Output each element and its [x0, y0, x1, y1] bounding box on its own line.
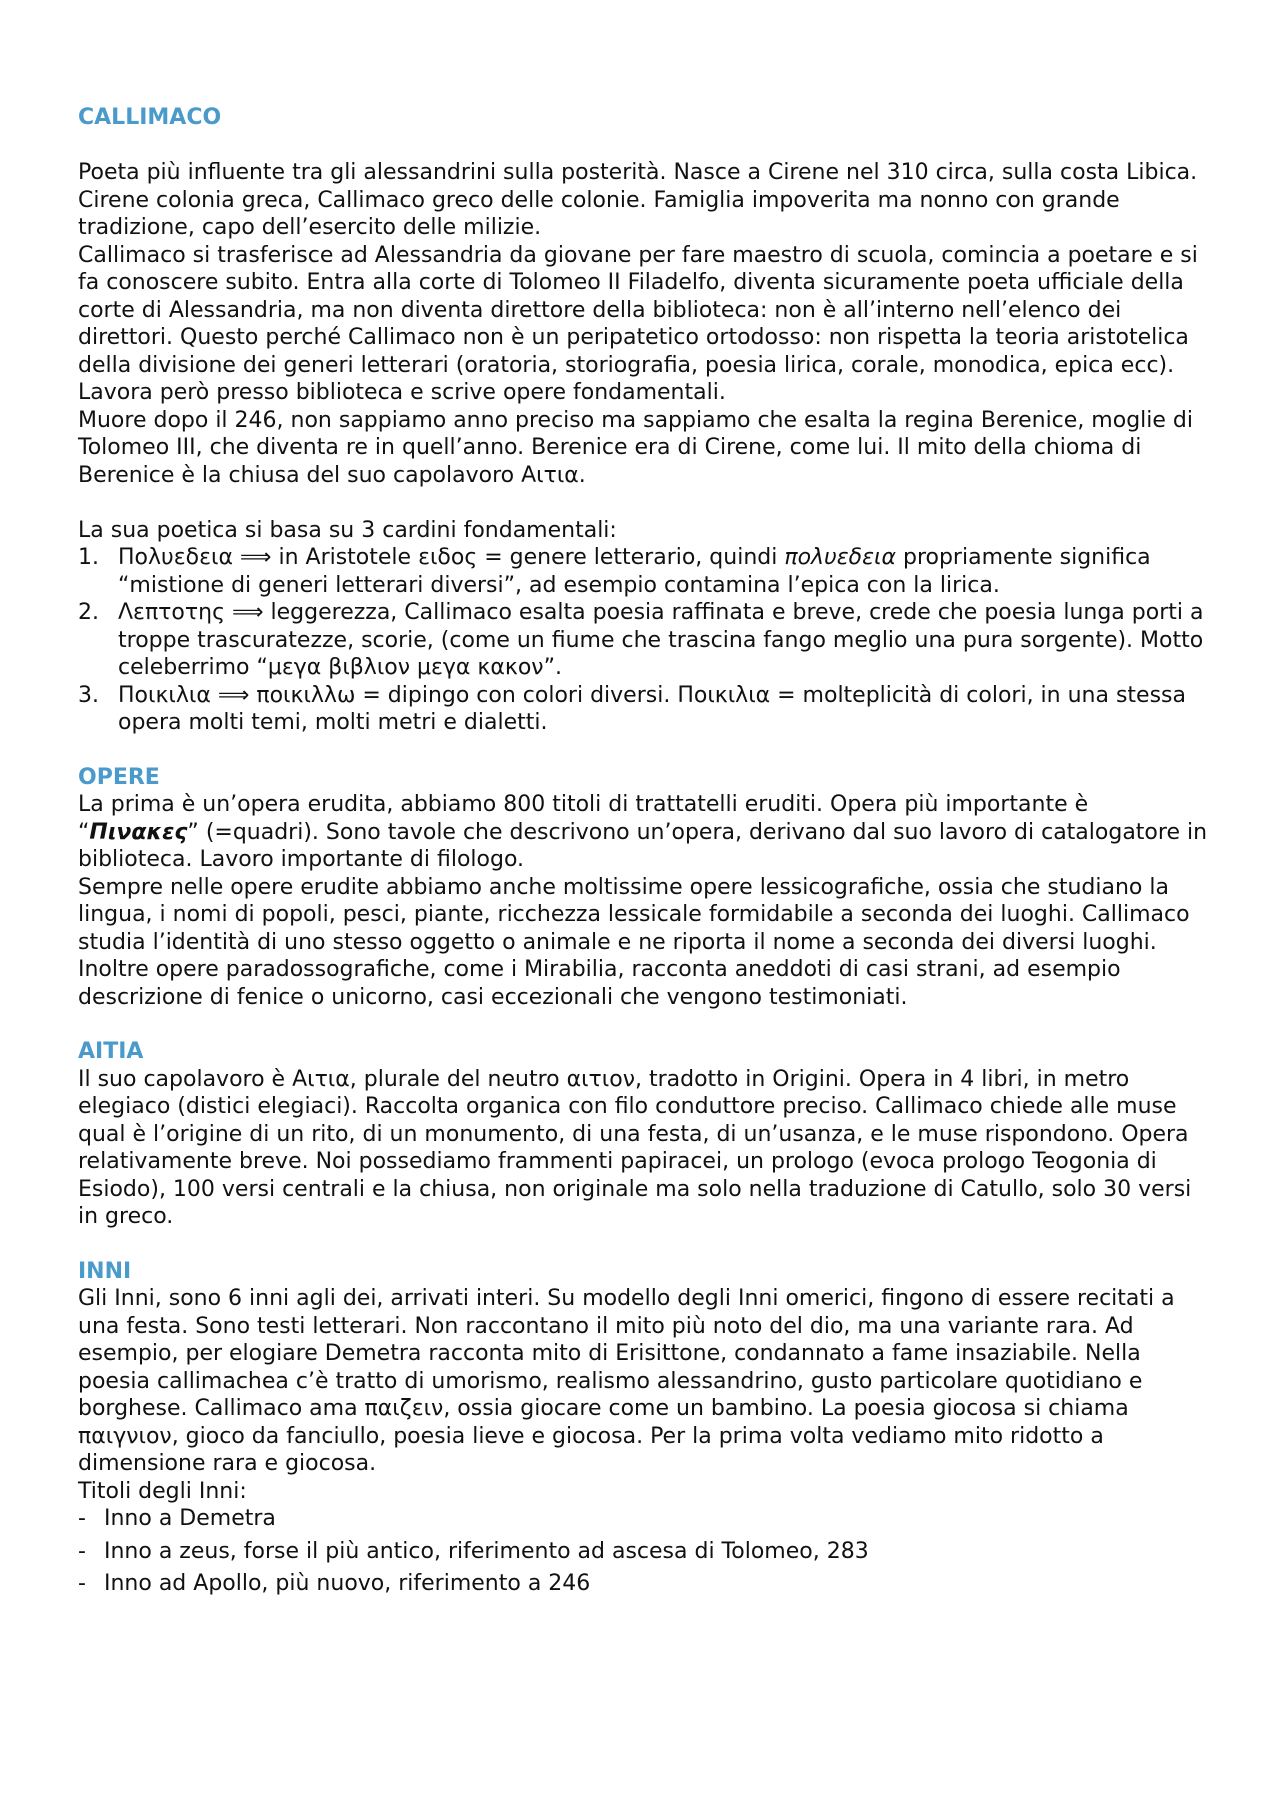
intro-paragraph-1: Poeta più influente tra gli alessandrini sulla posterità. Nasce a Cirene nel 310 circa, sulla costa Libica. Cirene colonia greca, Callimaco greco delle colonie. Famiglia impoverita ma nonno con grande tradizione, capo dell’esercito delle milizie.: [78, 160, 1198, 240]
opere-paragraph-3: Inoltre opere paradossografiche, come i Mirabilia, racconta aneddoti di casi strani, ad esempio descrizione di fenice o unicorno, casi eccezionali che vengono testimoniati.: [78, 957, 1121, 1010]
intro-paragraph-3: Muore dopo il 246, non sappiamo anno preciso ma sappiamo che esalta la regina Berenice, moglie di Tolomeo III, che diventa re in quell’anno. Berenice era di Cirene, come lui. Il mito della chioma di Berenice è la chiusa del suo capolavoro Αιτια.: [78, 407, 1193, 488]
pinakes-title: Πινακες: [89, 819, 188, 845]
list-text: Inno ad Apollo, più nuovo, riferimento a 246: [104, 1571, 591, 1596]
list-text: Inno a Demetra: [104, 1506, 276, 1531]
inni-titoli-lead: Titoli degli Inni:: [78, 1478, 247, 1504]
list-text-italic: πολυεδεια: [784, 545, 896, 570]
poetica-list: [78, 544, 1208, 737]
inni-heading: INNI: [78, 1258, 132, 1284]
document-page: [78, 104, 1208, 1603]
list-dash: -: [78, 1571, 86, 1596]
aitia-heading: AITIA: [78, 1039, 144, 1064]
opere-text: ” (=quadri). Sono tavole che descrivono un’opera, derivano dal suo lavoro di catalogatore in biblioteca. Lavoro importante di filologo.: [78, 819, 1208, 872]
title-heading: CALLIMACO: [78, 105, 222, 130]
list-dash: -: [78, 1538, 86, 1564]
list-number: 2.: [78, 600, 99, 625]
list-text: Λεπτοτης ⟹ leggerezza, Callimaco esalta poesia raffinata e breve, crede che poesia lunga porti a troppe trascuratezze, scorie, (come un fiume che trascina fango meglio una pura sorgente). Motto celeberrimo “μεγα βιβλιον μεγα κακον”.: [118, 600, 1204, 680]
list-dash: -: [78, 1506, 86, 1531]
list-number: 3.: [78, 682, 99, 708]
inni-paragraph: Gli Inni, sono 6 inni agli dei, arrivati interi. Su modello degli Inni omerici, fingono di essere recitati a una festa. Sono testi letterari. Non raccontano il mito più noto del dio, ma una variante rara. Ad esempio, per elogiare Demetra racconta mito di Erisittone, condannato a fame insaziabile. Nella poesia callimachea c’è tratto di umorismo, realismo alessandrino, gusto particolare quotidiano e borghese. Callimaco ama παιζειν, ossia giocare come un bambino. La poesia giocosa si chiama παιγνιον, gioco da fanciullo, poesia lieve e giocosa. Per la prima volta vediamo mito ridotto a dimensione rara e giocosa.: [78, 1286, 1175, 1476]
list-item: [78, 599, 1208, 682]
inni-titoli-list: [78, 1505, 1208, 1598]
opere-heading: OPERE: [78, 764, 160, 790]
list-item: [78, 682, 1208, 737]
poetica-lead: La sua poetica si basa su 3 cardini fondamentali:: [78, 517, 617, 543]
list-item: [78, 1570, 1208, 1598]
list-text: Ποικιλια ⟹ ποικιλλω = dipingo con colori diversi. Ποικιλια = molteplicità di colori, in una stessa opera molti temi, molti metri e dialetti.: [118, 682, 1186, 735]
list-text: Πολυεδεια ⟹ in Aristotele ειδος = genere letterario, quindi: [118, 545, 785, 570]
list-item: [78, 1505, 1208, 1533]
intro-paragraph-2: Callimaco si trasferisce ad Alessandria da giovane per fare maestro di scuola, comincia a poetare e si fa conoscere subito. Entra alla corte di Tolomeo II Filadelfo, diventa sicuramente poeta ufficiale della corte di Alessandria, ma non diventa direttore della biblioteca: non è all’interno nell’elenco dei direttori. Questo perché Callimaco non è un peripatetico ortodosso: non rispetta la teoria aristotelica della divisione dei generi letterari (oratoria, storiografia, poesia lirica, corale, monodica, epica ecc). Lavora però presso biblioteca e scrive opere fondamentali.: [78, 242, 1198, 405]
list-text: propriamente significa “mistione di generi letterari diversi”, ad esempio contamina l’epica con la lirica.: [118, 545, 1151, 598]
opere-paragraph-1: [78, 791, 1208, 874]
list-item: [78, 1538, 1208, 1566]
opere-text: La prima è un’opera erudita, abbiamo 800 titoli di trattatelli eruditi. Opera più importante è “: [78, 792, 1089, 845]
opere-paragraph-2: Sempre nelle opere erudite abbiamo anche moltissime opere lessicografiche, ossia che studiano la lingua, i nomi di popoli, pesci, piante, ricchezza lessicale formidabile a seconda dei luoghi. Callimaco studia l’identità di uno stesso oggetto o animale e ne riporta il nome a seconda dei diversi luoghi.: [78, 874, 1190, 955]
aitia-paragraph: Il suo capolavoro è Αιτια, plurale del neutro αιτιον, tradotto in Origini. Opera in 4 libri, in metro elegiaco (distici elegiaci). Raccolta organica con filo conduttore preciso. Callimaco chiede alle muse qual è l’origine di un rito, di un monumento, di una festa, di un’usanza, e le muse rispondono. Opera relativamente breve. Noi possediamo frammenti papiracei, un prologo (evoca prologo Teogonia di Esiodo), 100 versi centrali e la chiusa, non originale ma solo nella traduzione di Catullo, solo 30 versi in greco.: [78, 1066, 1192, 1229]
list-text: Inno a zeus, forse il più antico, riferimento ad ascesa di Tolomeo, 283: [104, 1538, 869, 1564]
list-number: 1.: [78, 545, 99, 570]
list-item: [78, 544, 1208, 599]
